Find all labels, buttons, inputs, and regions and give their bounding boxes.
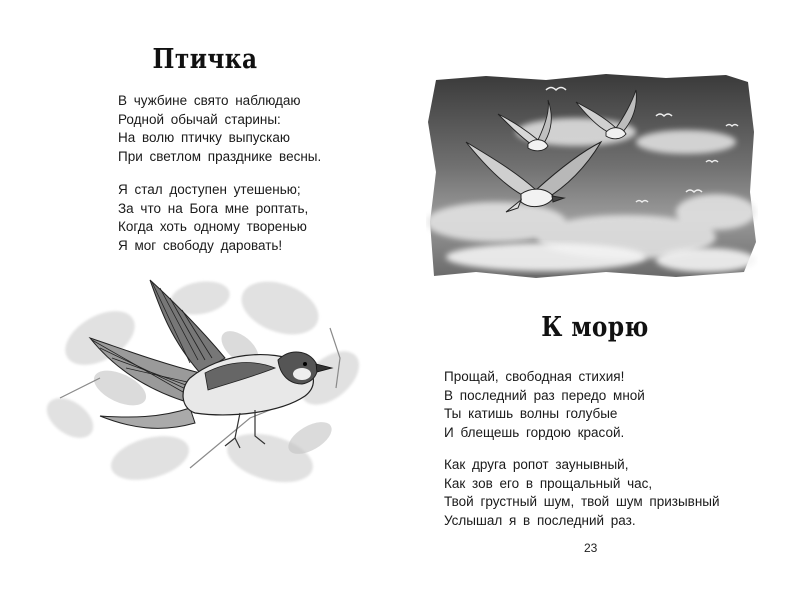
poem-title-ptichka: Птичка	[152, 44, 258, 75]
stanza	[118, 92, 321, 166]
poem-line: Как друга ропот заунывный,	[444, 457, 629, 472]
poem-line: Прощай, свободная стихия!	[444, 369, 625, 384]
poem-line: При светлом празднике весны.	[118, 148, 322, 164]
poem-line: Ты катишь волны голубые	[444, 406, 618, 421]
poem-line: На волю птичку выпускаю	[118, 130, 290, 145]
poem-line: Я стал доступен утешенью;	[118, 182, 301, 197]
sparrow-illustration-icon	[40, 268, 370, 486]
poem-line: Я мог свободу даровать!	[118, 237, 283, 253]
poem-line: Услышал я в последний раз.	[444, 512, 636, 528]
right-page	[400, 0, 800, 600]
poem-line: В последний раз передо мной	[444, 387, 645, 403]
poem-line: И блещешь гордою красой.	[444, 424, 625, 440]
poem-title-k-moryu: К морю	[541, 312, 649, 343]
poem-line: Родной обычай старины:	[118, 111, 281, 127]
poem-line: За что на Бога мне роптать,	[118, 200, 309, 216]
seagulls-illustration-icon	[426, 72, 758, 280]
stanza	[118, 181, 308, 255]
poem-line: Как зов его в прощальный час,	[444, 475, 653, 491]
poem-line: Твой грустный шум, твой шум призывный	[444, 494, 720, 509]
page-number: 23	[584, 541, 598, 555]
stanza	[444, 456, 720, 530]
poem-line: Когда хоть одному творенью	[118, 219, 307, 234]
poem-line: В чужбине свято наблюдаю	[118, 93, 301, 108]
stanza	[444, 368, 645, 442]
